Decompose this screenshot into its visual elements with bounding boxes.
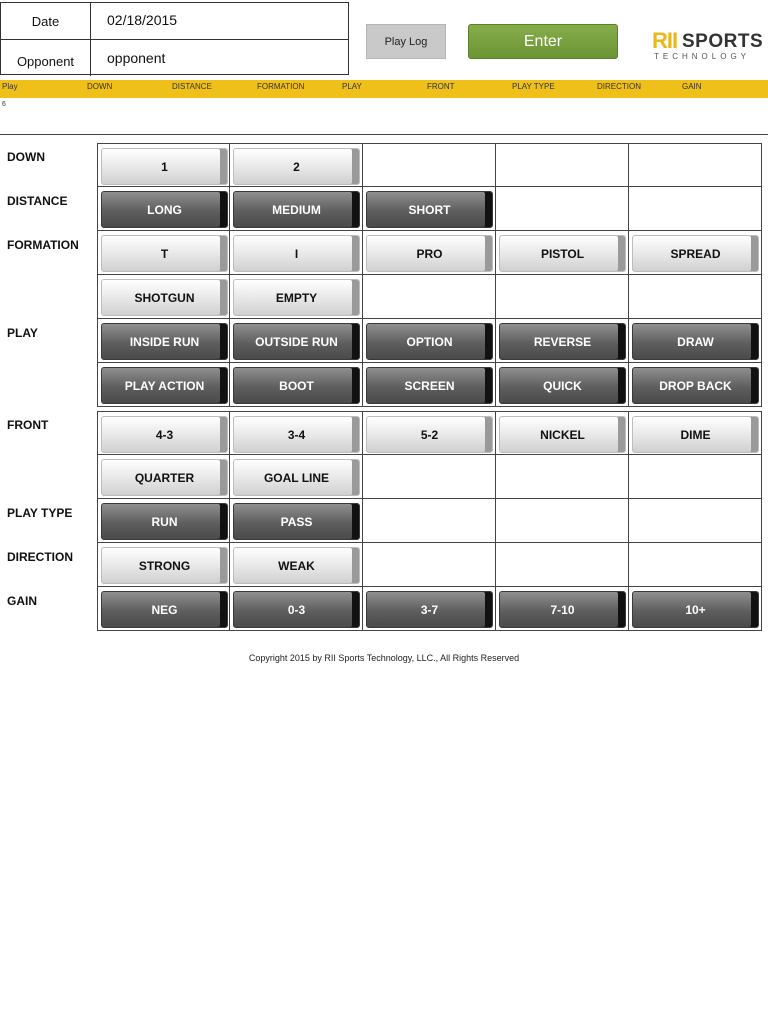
grid-cell	[496, 411, 629, 455]
grid-cell	[97, 275, 230, 319]
grid-cell	[230, 499, 363, 543]
col-header-formation: FORMATION	[257, 82, 305, 91]
grid-cell	[363, 275, 496, 319]
grid-cell	[629, 231, 762, 275]
grid-cell	[363, 455, 496, 499]
col-header-play-type: PLAY TYPE	[512, 82, 555, 91]
grid-cell	[97, 319, 230, 363]
play-option-option-button[interactable]: OPTION	[366, 323, 493, 360]
play-option-reverse-button[interactable]: REVERSE	[499, 323, 626, 360]
grid-cell	[97, 455, 230, 499]
grid-cell	[629, 455, 762, 499]
grid-cell	[629, 275, 762, 319]
col-header-play: Play	[2, 82, 18, 91]
grid-cell	[363, 587, 496, 631]
date-field[interactable]: 02/18/2015	[107, 12, 178, 28]
grid-cell	[97, 543, 230, 587]
col-header-play-name: PLAY	[342, 82, 362, 91]
down-option-1-button[interactable]: 1	[101, 148, 228, 185]
gain-option-0-3-button[interactable]: 0-3	[233, 591, 360, 628]
grid-cell	[230, 363, 363, 407]
play-entry-grid	[97, 143, 768, 636]
formation-option-spread-button[interactable]: SPREAD	[632, 235, 759, 272]
grid-cell	[363, 143, 496, 187]
logo-mark: RII	[652, 28, 678, 53]
grid-cell	[97, 187, 230, 231]
grid-cell	[363, 543, 496, 587]
grid-cell	[230, 543, 363, 587]
grid-cell	[230, 275, 363, 319]
grid-cell	[629, 411, 762, 455]
grid-cell	[496, 231, 629, 275]
grid-cell	[97, 363, 230, 407]
col-header-gain: GAIN	[682, 82, 702, 91]
category-label-play: PLAY	[7, 326, 38, 340]
grid-cell	[230, 187, 363, 231]
play-log-header	[0, 80, 768, 98]
grid-cell	[629, 319, 762, 363]
category-label-down: DOWN	[7, 150, 45, 164]
grid-cell	[230, 587, 363, 631]
copyright-text: Copyright 2015 by RII Sports Technology, LLC., All Rights Reserved	[248, 653, 520, 663]
date-label: Date	[1, 3, 91, 39]
grid-cell	[496, 319, 629, 363]
grid-cell	[496, 143, 629, 187]
grid-cell	[363, 231, 496, 275]
game-info-table	[0, 2, 349, 75]
category-label-direction: DIRECTION	[7, 550, 73, 564]
grid-cell	[230, 319, 363, 363]
rii-sports-logo	[652, 26, 762, 66]
distance-option-short-button[interactable]: SHORT	[366, 191, 493, 228]
direction-option-weak-button[interactable]: WEAK	[233, 547, 360, 584]
play-option-screen-button[interactable]: SCREEN	[366, 367, 493, 404]
formation-option-shotgun-button[interactable]: SHOTGUN	[101, 279, 228, 316]
play-option-draw-button[interactable]: DRAW	[632, 323, 759, 360]
front-option-quarter-button[interactable]: QUARTER	[101, 459, 228, 496]
grid-cell	[629, 499, 762, 543]
grid-cell	[363, 319, 496, 363]
category-label-distance: DISTANCE	[7, 194, 68, 208]
opponent-field[interactable]: opponent	[107, 50, 166, 66]
front-option-goal-line-button[interactable]: GOAL LINE	[233, 459, 360, 496]
opponent-label: Opponent	[1, 40, 91, 76]
formation-option-pro-button[interactable]: PRO	[366, 235, 493, 272]
category-label-play-type: PLAY TYPE	[7, 506, 73, 520]
category-label-gain: GAIN	[7, 594, 37, 608]
grid-cell	[496, 455, 629, 499]
front-option-4-3-button[interactable]: 4-3	[101, 416, 228, 453]
grid-cell	[230, 411, 363, 455]
gain-option-3-7-button[interactable]: 3-7	[366, 591, 493, 628]
col-header-front: FRONT	[427, 82, 455, 91]
opponent-row	[1, 40, 348, 76]
grid-cell	[97, 499, 230, 543]
down-option-2-button[interactable]: 2	[233, 148, 360, 185]
grid-cell	[230, 231, 363, 275]
grid-cell	[629, 187, 762, 231]
formation-option-t-button[interactable]: T	[101, 235, 228, 272]
grid-cell	[629, 587, 762, 631]
gain-option-7-10-button[interactable]: 7-10	[499, 591, 626, 628]
front-option-3-4-button[interactable]: 3-4	[233, 416, 360, 453]
enter-button[interactable]: Enter	[468, 24, 618, 59]
grid-cell	[97, 143, 230, 187]
col-header-direction: DIRECTION	[597, 82, 641, 91]
grid-cell	[97, 411, 230, 455]
play-option-inside-run-button[interactable]: INSIDE RUN	[101, 323, 228, 360]
logo-sports-text: SPORTS	[682, 31, 764, 52]
play-option-play-action-button[interactable]: PLAY ACTION	[101, 367, 228, 404]
play-type-option-pass-button[interactable]: PASS	[233, 503, 360, 540]
play-type-option-run-button[interactable]: RUN	[101, 503, 228, 540]
grid-cell	[363, 411, 496, 455]
grid-cell	[496, 499, 629, 543]
grid-cell	[496, 275, 629, 319]
grid-cell	[230, 455, 363, 499]
formation-option-empty-button[interactable]: EMPTY	[233, 279, 360, 316]
play-log-entry: 6	[2, 101, 6, 108]
front-option-nickel-button[interactable]: NICKEL	[499, 416, 626, 453]
grid-cell	[629, 363, 762, 407]
play-option-quick-button[interactable]: QUICK	[499, 367, 626, 404]
distance-option-medium-button[interactable]: MEDIUM	[233, 191, 360, 228]
col-header-distance: DISTANCE	[172, 82, 212, 91]
play-log-divider	[0, 134, 768, 135]
formation-option-pistol-button[interactable]: PISTOL	[499, 235, 626, 272]
play-option-drop-back-button[interactable]: DROP BACK	[632, 367, 759, 404]
play-option-outside-run-button[interactable]: OUTSIDE RUN	[233, 323, 360, 360]
gain-option-10-plus-button[interactable]: 10+	[632, 591, 759, 628]
grid-cell	[97, 231, 230, 275]
date-row	[1, 3, 348, 40]
play-log-button[interactable]: Play Log	[366, 24, 446, 59]
grid-cell	[230, 143, 363, 187]
direction-option-strong-button[interactable]: STRONG	[101, 547, 228, 584]
grid-cell	[496, 587, 629, 631]
col-header-down: DOWN	[87, 82, 113, 91]
formation-option-i-button[interactable]: I	[233, 235, 360, 272]
category-label-front: FRONT	[7, 418, 49, 432]
front-option-dime-button[interactable]: DIME	[632, 416, 759, 453]
logo-tech-text: TECHNOLOGY	[654, 52, 751, 61]
grid-cell	[363, 187, 496, 231]
grid-cell	[363, 499, 496, 543]
category-label-formation: FORMATION	[7, 238, 79, 252]
grid-cell	[496, 187, 629, 231]
gain-option-neg-button[interactable]: NEG	[101, 591, 228, 628]
distance-option-long-button[interactable]: LONG	[101, 191, 228, 228]
play-option-boot-button[interactable]: BOOT	[233, 367, 360, 404]
grid-cell	[363, 363, 496, 407]
grid-cell	[629, 543, 762, 587]
grid-cell	[97, 587, 230, 631]
front-option-5-2-button[interactable]: 5-2	[366, 416, 493, 453]
grid-cell	[496, 543, 629, 587]
grid-cell	[496, 363, 629, 407]
grid-cell	[629, 143, 762, 187]
